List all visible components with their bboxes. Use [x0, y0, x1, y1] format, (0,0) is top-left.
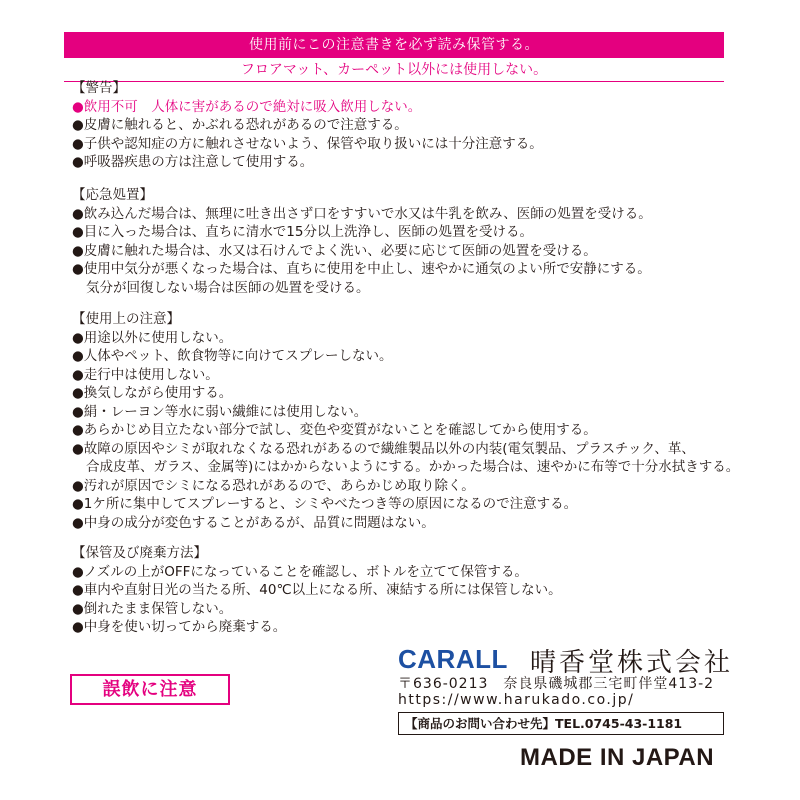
warning-item: ●子供や認知症の方に触れさせないよう、保管や取り扱いには十分注意する。	[72, 135, 543, 152]
usage-item: ●換気しながら使用する。	[72, 385, 233, 401]
usage-item: ●中身の成分が変色することがあるが、品質に問題はない。	[72, 514, 435, 531]
company-url: https://www.harukado.co.jp/	[398, 692, 635, 708]
warning-heading: 【警告】	[72, 80, 126, 96]
usage-restriction-note: フロアマット、カーペット以外には使用しない。	[64, 58, 724, 82]
usage-item: ●用途以外に使用しない。	[72, 329, 233, 346]
usage-item: ●1ケ所に集中してスプレーすると、シミやべたつき等の原因になるので注意する。	[72, 496, 578, 512]
warning-item: ●飲用不可 人体に害があるので絶対に吸入飲用しない。	[72, 98, 422, 115]
storage-item: ●倒れたまま保管しない。	[72, 600, 233, 617]
usage-item: ●絹・レーヨン等水に弱い繊維には使用しない。	[72, 403, 368, 420]
warning-item: ●皮膚に触れると、かぶれる恐れがあるので注意する。	[72, 117, 408, 133]
brand-logo: CARALL	[398, 644, 508, 674]
first-aid-item: ●使用中気分が悪くなった場合は、直ちに使用を中止し、速やかに通気のよい所で安静にする。	[72, 261, 651, 277]
caution-stamp: 誤飲に注意	[70, 674, 230, 705]
usage-item-continuation: 合成皮革、ガラス、金属等)にはかからないようにする。かかった場合は、速やかに布等で十分水拭きする。	[86, 459, 740, 475]
first-aid-item: ●皮膚に触れた場合は、水又は石けんでよく洗い、必要に応じて医師の処置を受ける。	[72, 242, 597, 259]
usage-precautions-heading: 【使用上の注意】	[72, 311, 180, 327]
company-address: 〒636-0213 奈良県磯城郡三宅町伴堂413-2	[398, 676, 715, 692]
usage-item: ●あらかじめ目立たない部分で試し、変色や変質がないことを確認してから使用する。	[72, 422, 597, 438]
country-of-origin: MADE IN JAPAN	[520, 744, 715, 771]
usage-item: ●人体やペット、飲食物等に向けてスプレーしない。	[72, 348, 393, 364]
usage-item: ●汚れが原因でシミになる恐れがあるので、あらかじめ取り除く。	[72, 477, 475, 494]
first-aid-item: ●飲み込んだ場合は、無理に吐き出さず口をすすいで水又は牛乳を飲み、医師の処置を受ける。	[72, 205, 652, 222]
first-aid-item: ●目に入った場合は、直ちに清水で15分以上洗浄し、医師の処置を受ける。	[72, 224, 533, 240]
usage-item: ●故障の原因やシミが取れなくなる恐れがあるので繊維製品以外の内装(電気製品、プラスチック、革、	[72, 440, 695, 457]
usage-precautions-section	[72, 310, 762, 532]
storage-item: ●中身を使い切ってから廃棄する。	[72, 619, 287, 635]
warning-item: ●呼吸器疾患の方は注意して使用する。	[72, 154, 314, 170]
first-aid-heading: 【応急処置】	[72, 187, 153, 203]
first-aid-item-continuation: 気分が回復しない場合は医師の処置を受ける。	[86, 279, 370, 296]
storage-disposal-section	[72, 544, 762, 637]
contact-info: 【商品のお問い合わせ先】TEL.0745-43-1181	[398, 712, 724, 735]
storage-disposal-heading: 【保管及び廃棄方法】	[72, 545, 207, 561]
usage-item: ●走行中は使用しない。	[72, 366, 219, 383]
company-name: 晴香堂株式会社	[530, 648, 734, 678]
storage-item: ●ノズルの上がOFFになっていることを確認し、ボトルを立てて保管する。	[72, 563, 528, 580]
storage-item: ●車内や直射日光の当たる所、40℃以上になる所、凍結する所には保管しない。	[72, 582, 562, 598]
warning-section	[72, 79, 762, 172]
first-aid-section	[72, 186, 762, 297]
usage-notice-banner: 使用前にこの注意書きを必ず読み保管する。	[64, 32, 724, 58]
